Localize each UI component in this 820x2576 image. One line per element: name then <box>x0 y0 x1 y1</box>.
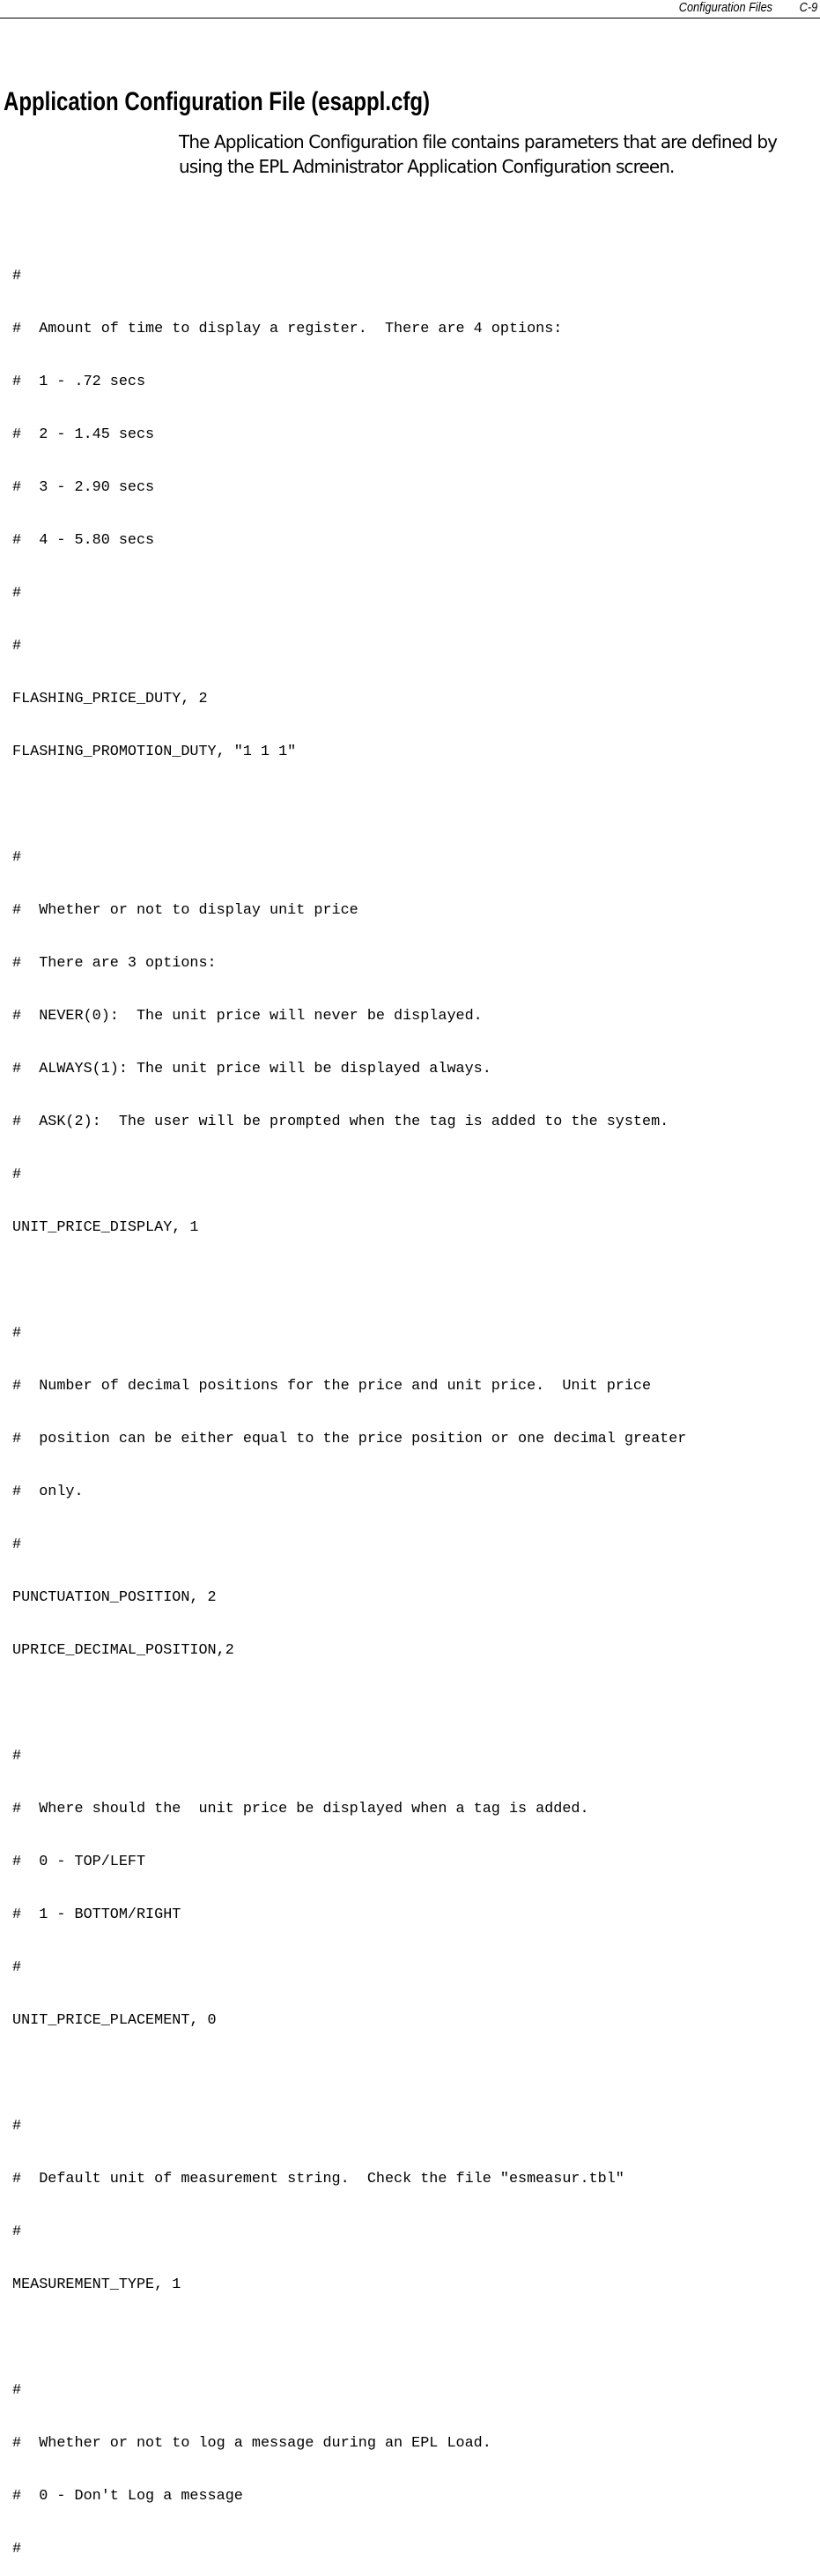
config-line: # <box>12 585 22 602</box>
config-line <box>12 796 686 814</box>
config-line: # <box>12 1748 22 1765</box>
config-line: # <box>12 2118 22 2135</box>
config-line: PUNCTUATION_POSITION, 2 <box>12 1589 217 1606</box>
config-line: # Whether or not to display unit price <box>12 902 358 919</box>
config-line: # <box>12 1536 22 1553</box>
config-line: # <box>12 1325 22 1342</box>
config-line: FLASHING_PROMOTION_DUTY, "1 1 1" <box>12 744 297 760</box>
config-line: UNIT_PRICE_PLACEMENT, 0 <box>12 2012 217 2029</box>
intro-paragraph: The Application Configuration file contains parameters that are defined by using the EPL Administrator Application Configuration screen. <box>179 131 778 177</box>
config-line: # <box>12 638 22 655</box>
config-line: # <box>12 849 22 866</box>
config-line: # 0 - TOP/LEFT <box>12 1854 146 1870</box>
config-line: # Number of decimal positions for the price and unit price. Unit price <box>12 1378 652 1395</box>
config-line: # Default unit of measurement string. Check the file "esmeasur.tbl" <box>12 2171 624 2187</box>
section-title: Application Configuration File (esappl.cfg) <box>4 87 430 116</box>
config-line: UNIT_PRICE_DISPLAY, 1 <box>12 1219 199 1236</box>
config-line: # 3 - 2.90 secs <box>12 479 155 496</box>
config-line <box>12 2065 686 2083</box>
config-line: # only. <box>12 1484 84 1500</box>
config-line: # <box>12 1166 22 1183</box>
config-line: # Amount of time to display a register. There are 4 options: <box>12 321 563 337</box>
config-line: # <box>12 2382 22 2399</box>
config-line: FLASHING_PRICE_DUTY, 2 <box>12 691 208 707</box>
config-line: # <box>12 2541 22 2557</box>
config-line: UPRICE_DECIMAL_POSITION,2 <box>12 1642 234 1659</box>
config-line <box>12 1272 686 1290</box>
config-line: # Where should the unit price be displayed when a tag is added. <box>12 1801 589 1817</box>
config-file-listing <box>12 233 686 2576</box>
running-header-section-name: Configuration Files <box>678 0 772 15</box>
page-number: C-9 <box>799 0 817 15</box>
config-line: # ASK(2): The user will be prompted when the tag is added to the system. <box>12 1114 669 1130</box>
config-line: # <box>12 268 22 285</box>
config-line <box>12 1695 686 1713</box>
config-line: # <box>12 1959 22 1976</box>
config-line: # 1 - .72 secs <box>12 374 146 390</box>
config-line: MEASUREMENT_TYPE, 1 <box>12 2276 181 2293</box>
config-line: # Whether or not to log a message during an EPL Load. <box>12 2435 491 2452</box>
config-line: # position can be either equal to the price position or one decimal greater <box>12 1431 687 1447</box>
config-line: # ALWAYS(1): The unit price will be displayed always. <box>12 1061 491 1077</box>
config-line <box>12 2329 686 2347</box>
config-line: # 2 - 1.45 secs <box>12 426 155 443</box>
config-line: # NEVER(0): The unit price will never be displayed. <box>12 1008 483 1025</box>
config-line: # There are 3 options: <box>12 955 217 972</box>
running-header <box>0 0 820 19</box>
config-line: # 0 - Don't Log a message <box>12 2488 243 2505</box>
config-line: # 1 - BOTTOM/RIGHT <box>12 1906 181 1923</box>
config-line: # 4 - 5.80 secs <box>12 532 155 549</box>
config-line: # <box>12 2224 22 2240</box>
